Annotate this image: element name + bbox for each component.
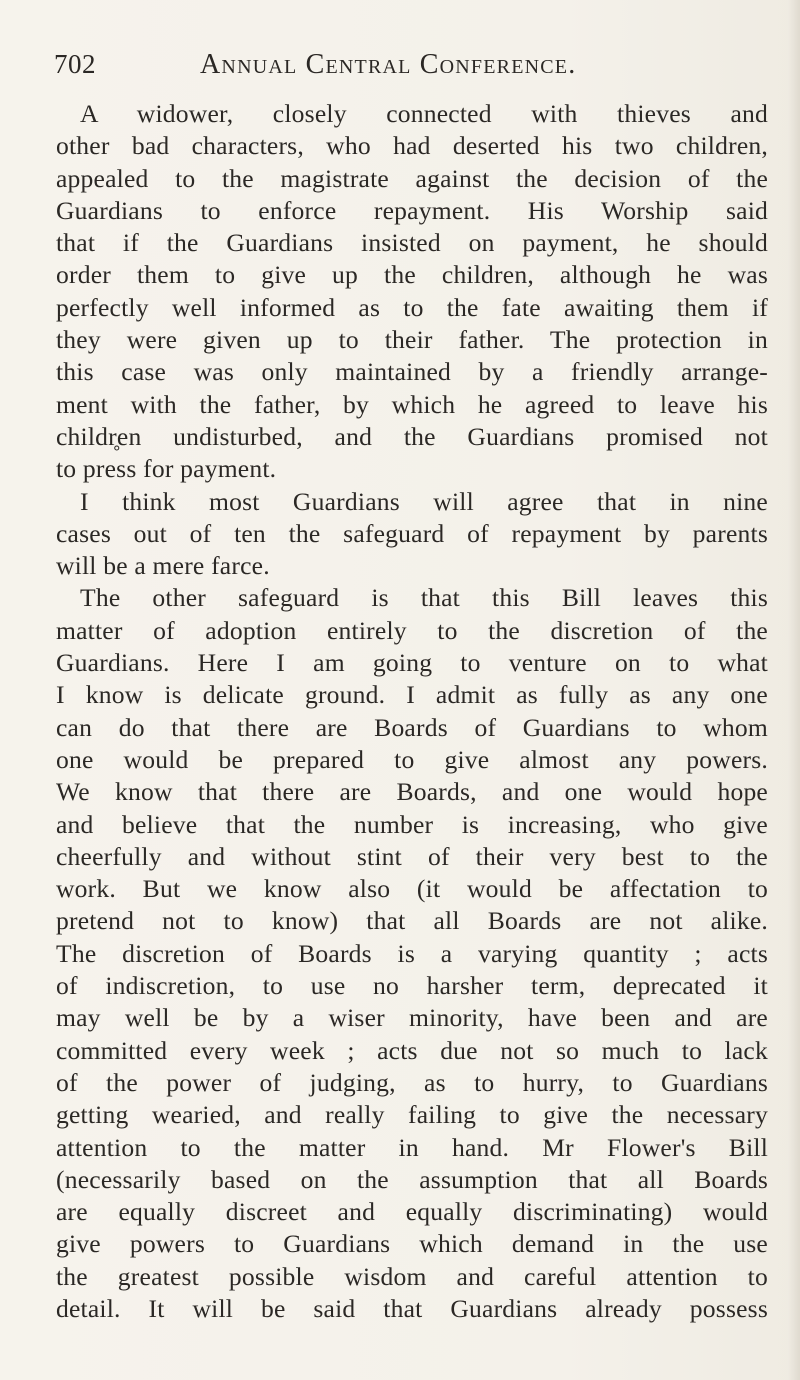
text-line: give powers to Guardians which demand in the use: [56, 1229, 768, 1259]
text-line: (necessarily based on the assumption that all Boards: [56, 1164, 768, 1194]
text-line: of indiscretion, to use no harsher term, deprecated it: [56, 971, 768, 1001]
text-line: childr̥en undisturbed, and the Guardians promised not: [56, 421, 768, 451]
text-line: will be a mere farce.: [56, 551, 270, 581]
text-line: The other safeguard is that this Bill leaves this: [80, 583, 768, 613]
text-line: one would be prepared to give almost any powers.: [56, 744, 768, 774]
text-line: matter of adoption entirely to the discretion of the: [56, 615, 768, 645]
page-number: 702: [54, 49, 96, 79]
text-line: perfectly well informed as to the fate awaiting them if: [56, 292, 768, 322]
text-line: work. But we know also (it would be affectation to: [56, 874, 768, 904]
text-line: attention to the matter in hand. Mr Flower's Bill: [56, 1132, 768, 1162]
text-line: that if the Guardians insisted on payment, he should: [56, 228, 768, 258]
text-line: the greatest possible wisdom and careful attention to: [56, 1261, 768, 1291]
text-line: committed every week ; acts due not so much to lack: [56, 1035, 768, 1065]
text-line: getting wearied, and really failing to give the necessary: [56, 1100, 768, 1130]
text-line: other bad characters, who had deserted his two children,: [56, 131, 768, 161]
text-line: Guardians. Here I am going to venture on to what: [56, 648, 768, 678]
text-line: A widower, closely connected with thieves and: [80, 99, 768, 128]
text-line: I think most Guardians will agree that in nine: [80, 486, 768, 516]
paragraph-widower: [56, 98, 768, 486]
text-line: of the power of judging, as to hurry, to Guardians: [56, 1067, 768, 1097]
text-line: may well be by a wiser minority, have been and are: [56, 1003, 768, 1033]
text-line: ment with the father, by which he agreed to leave his: [56, 389, 768, 419]
text-line: We know that there are Boards, and one would hope: [56, 777, 768, 807]
text-line: The discretion of Boards is a varying quantity ; acts: [56, 938, 768, 968]
text-line: order them to give up the children, although he was: [56, 260, 768, 290]
running-head-title: Annual Central Conference.: [200, 49, 577, 80]
paragraph-guardians-agree: [56, 486, 768, 583]
text-line: Guardians to enforce repayment. His Worship said: [56, 195, 768, 225]
text-line: I know is delicate ground. I admit as fully as any one: [56, 680, 768, 710]
paragraph-other-safeguard: [56, 582, 768, 1325]
running-head: [54, 45, 768, 85]
text-line: are equally discreet and equally discriminating) would: [56, 1197, 768, 1227]
text-line: detail. It will be said that Guardians already possess: [56, 1293, 768, 1323]
text-line: they were given up to their father. The protection in: [56, 325, 768, 355]
text-line: cases out of ten the safeguard of repayment by parents: [56, 518, 768, 548]
text-line: can do that there are Boards of Guardians to whom: [56, 712, 768, 742]
body-text: [56, 98, 768, 1325]
text-line: this case was only maintained by a friendly arrange-: [56, 357, 768, 387]
text-line: to press for payment.: [56, 454, 277, 484]
text-line: appealed to the magistrate against the decision of the: [56, 163, 768, 193]
text-line: pretend not to know) that all Boards are not alike.: [56, 906, 768, 936]
text-line: and believe that the number is increasing, who give: [56, 809, 768, 839]
text-line: cheerfully and without stint of their very best to the: [56, 841, 768, 871]
